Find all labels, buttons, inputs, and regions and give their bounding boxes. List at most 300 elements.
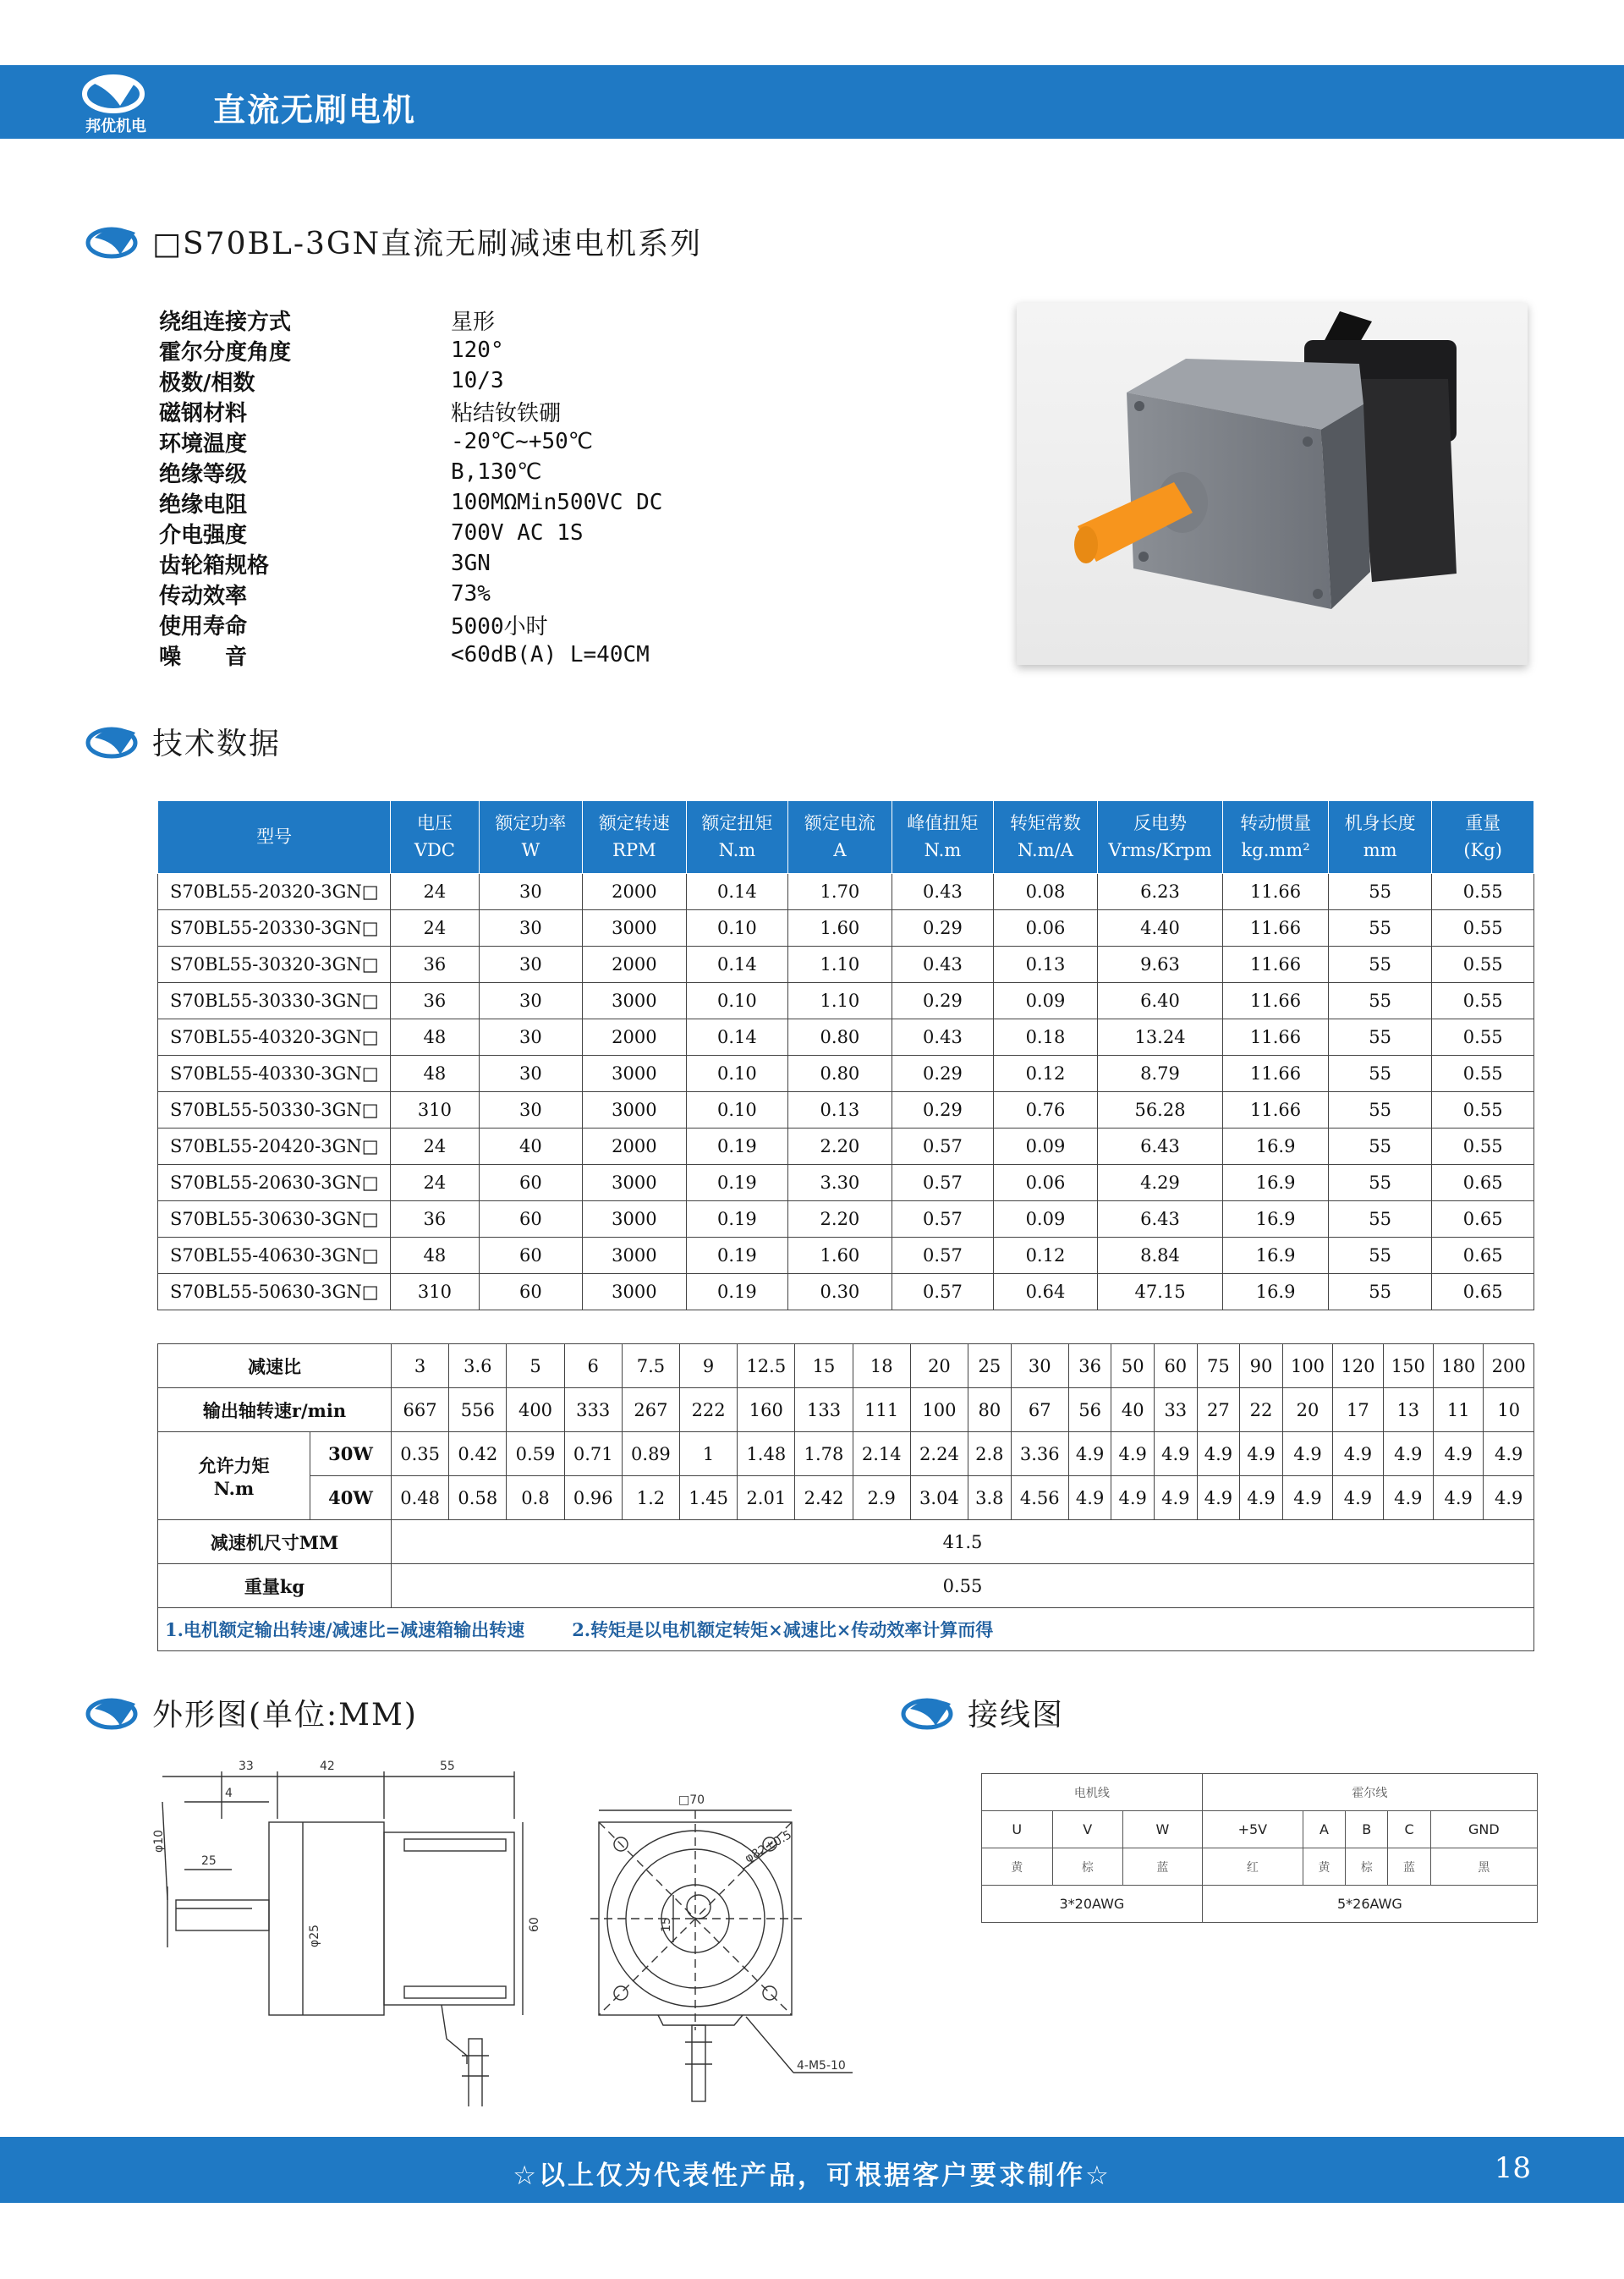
table-cell: 0.57 [892, 1274, 994, 1310]
w40-cell: 4.9 [1111, 1476, 1155, 1520]
table-cell: 2000 [583, 874, 687, 910]
table-cell: 0.06 [994, 910, 1098, 947]
table-cell: 0.29 [892, 1056, 994, 1092]
table-cell: 1.10 [788, 947, 892, 983]
dim-phi10: φ10 [152, 1829, 166, 1853]
table-row [158, 910, 1534, 947]
table-cell: 0.14 [686, 874, 788, 910]
table-cell: 60 [479, 1274, 583, 1310]
table-cell: S70BL55-20320-3GN□ [158, 874, 391, 910]
speeds-cell: 667 [392, 1388, 449, 1432]
table-cell: 36 [391, 1201, 479, 1238]
w40-cell: 4.9 [1240, 1476, 1283, 1520]
table-cell: 16.9 [1223, 1274, 1329, 1310]
column-header [158, 801, 391, 874]
table-cell: 6.43 [1097, 1201, 1223, 1238]
table-cell: 1.60 [788, 910, 892, 947]
speeds-cell: 11 [1434, 1388, 1484, 1432]
table-cell: 30 [479, 1092, 583, 1129]
w40-cell: 4.9 [1155, 1476, 1198, 1520]
table-cell: 0.76 [994, 1092, 1098, 1129]
table-cell: 55 [1328, 1019, 1432, 1056]
spec-row [159, 640, 662, 670]
spec-row [159, 548, 662, 579]
w30-cell: 4.9 [1111, 1432, 1155, 1476]
table-cell: 0.57 [892, 1129, 994, 1165]
table-cell: 30 [479, 910, 583, 947]
dim-phi25: φ25 [308, 1924, 321, 1947]
column-header-name: 重量 [1465, 813, 1501, 833]
table-cell: 11.66 [1223, 1056, 1329, 1092]
w30-cell: 4.9 [1240, 1432, 1283, 1476]
column-header-name: 电压 [416, 813, 453, 833]
table-cell: 36 [391, 983, 479, 1019]
ratios-cell: 3.6 [449, 1344, 507, 1388]
ratios-cell: 5 [507, 1344, 564, 1388]
dim-sq70: □70 [678, 1793, 705, 1807]
table-cell: 55 [1328, 1274, 1432, 1310]
ratios-cell: 25 [968, 1344, 1012, 1388]
table-cell: 48 [391, 1238, 479, 1274]
w30-cell: 0.35 [392, 1432, 449, 1476]
column-header [892, 801, 994, 874]
w30-cell: 2.24 [910, 1432, 968, 1476]
footer-slogan: ☆以上仅为代表性产品，可根据客户要求制作☆ [513, 2161, 1111, 2191]
motor-awg: 3*20AWG [982, 1886, 1203, 1923]
spec-row [159, 335, 662, 365]
ratios-cell: 150 [1383, 1344, 1433, 1388]
w30-cell: 0.89 [622, 1432, 679, 1476]
speeds-cell: 17 [1333, 1388, 1383, 1432]
column-header-name: 型号 [256, 826, 293, 847]
table-cell: S70BL55-50330-3GN□ [158, 1092, 391, 1129]
table-cell: 0.43 [892, 947, 994, 983]
weight-label: 重量kg [158, 1564, 392, 1608]
w30-cell: 4.9 [1197, 1432, 1240, 1476]
spec-value: 3GN [451, 551, 491, 576]
w40-cell: 0.96 [564, 1476, 622, 1520]
table-row [158, 1056, 1534, 1092]
table-cell: 16.9 [1223, 1238, 1329, 1274]
table-cell: 0.29 [892, 983, 994, 1019]
table-cell: 48 [391, 1019, 479, 1056]
table-cell: 3.30 [788, 1165, 892, 1201]
table-cell: 0.65 [1432, 1201, 1534, 1238]
spec-row [159, 487, 662, 518]
table-cell: 2000 [583, 1129, 687, 1165]
w30-cell: 4.9 [1155, 1432, 1198, 1476]
table-cell: 55 [1328, 1201, 1432, 1238]
w40-cell: 4.9 [1383, 1476, 1433, 1520]
spec-row [159, 396, 662, 426]
ratios-cell: 100 [1282, 1344, 1332, 1388]
w40-cell: 1.2 [622, 1476, 679, 1520]
column-header [391, 801, 479, 874]
column-header-unit: W [521, 839, 540, 860]
spec-key: 绝缘电阻 [159, 491, 248, 518]
table-cell: 0.13 [994, 947, 1098, 983]
table-cell: 0.10 [686, 983, 788, 1019]
table-cell: S70BL55-20420-3GN□ [158, 1129, 391, 1165]
column-header-unit: kg.mm² [1241, 839, 1310, 860]
spec-row [159, 426, 662, 457]
table-cell: 0.14 [686, 947, 788, 983]
size-value: 41.5 [392, 1520, 1534, 1564]
w30-label: 30W [310, 1432, 392, 1476]
wire-color: 黄 [1303, 1848, 1345, 1886]
wire-color: 红 [1202, 1848, 1303, 1886]
table-cell: 0.18 [994, 1019, 1098, 1056]
wire-pin: U [982, 1811, 1053, 1848]
page-number: 18 [1494, 2151, 1531, 2185]
table-cell: 0.29 [892, 910, 994, 947]
spec-value: 73% [451, 581, 491, 607]
column-header [583, 801, 687, 874]
w30-cell: 0.71 [564, 1432, 622, 1476]
column-header [788, 801, 892, 874]
speeds-cell: 10 [1484, 1388, 1534, 1432]
spec-key: 传动效率 [159, 583, 248, 609]
wire-pin: B [1346, 1811, 1388, 1848]
table-cell: 16.9 [1223, 1129, 1329, 1165]
spec-key: 磁钢材料 [159, 400, 248, 426]
table-cell: 310 [391, 1274, 479, 1310]
torque-label-line2: N.m [213, 1478, 255, 1499]
speeds-cell: 80 [968, 1388, 1012, 1432]
table-cell: 0.65 [1432, 1165, 1534, 1201]
column-header-unit: Vrms/Krpm [1108, 839, 1212, 860]
note-2: 2.转矩是以电机额定转矩×减速比×传动效率计算而得 [572, 1618, 994, 1640]
torque-label [158, 1432, 310, 1520]
table-row [158, 1274, 1534, 1310]
w30-cell: 1.48 [738, 1432, 795, 1476]
wire-pin: C [1388, 1811, 1430, 1848]
speeds-cell: 267 [622, 1388, 679, 1432]
w40-cell: 4.9 [1333, 1476, 1383, 1520]
table-cell: 48 [391, 1056, 479, 1092]
ratios-cell: 12.5 [738, 1344, 795, 1388]
column-header-name: 反电势 [1133, 813, 1188, 833]
table-cell: 0.09 [994, 1201, 1098, 1238]
brand-mark-icon [83, 1690, 144, 1734]
dim-55: 55 [440, 1760, 455, 1773]
wire-pin: W [1123, 1811, 1203, 1848]
wire-pin: A [1303, 1811, 1345, 1848]
table-cell: 0.57 [892, 1201, 994, 1238]
table-cell: 13.24 [1097, 1019, 1223, 1056]
ratios-cell: 15 [795, 1344, 853, 1388]
spec-value: 10/3 [451, 368, 504, 393]
table-cell: 0.19 [686, 1165, 788, 1201]
w40-cell: 2.42 [795, 1476, 853, 1520]
spec-value: 700V AC 1S [451, 520, 584, 546]
speeds-cell: 111 [853, 1388, 910, 1432]
w40-cell: 4.9 [1282, 1476, 1332, 1520]
column-header [1097, 801, 1223, 874]
w40-cell: 3.8 [968, 1476, 1012, 1520]
column-header-unit: N.m/A [1018, 839, 1073, 860]
wire-pin: V [1052, 1811, 1123, 1848]
spec-value: <60dB(A) L=40CM [451, 642, 650, 667]
column-header-unit: N.m [924, 839, 962, 860]
table-cell: 3000 [583, 1201, 687, 1238]
column-header [686, 801, 788, 874]
wiring-title: 接线图 [968, 1697, 1065, 1733]
table-cell: 2.20 [788, 1201, 892, 1238]
column-header [1223, 801, 1329, 874]
spec-key: 介电强度 [159, 522, 248, 548]
table-cell: 0.55 [1432, 947, 1534, 983]
outline-heading [83, 1687, 418, 1738]
w30-cell: 2.8 [968, 1432, 1012, 1476]
table-cell: 16.9 [1223, 1201, 1329, 1238]
ratios-cell: 18 [853, 1344, 910, 1388]
table-row [158, 1129, 1534, 1165]
w30-cell: 1 [680, 1432, 738, 1476]
table-cell: 1.70 [788, 874, 892, 910]
spec-value: 100MΩMin500VC DC [451, 490, 663, 515]
w30-cell: 4.9 [1383, 1432, 1433, 1476]
spec-row [159, 305, 662, 335]
ratios-cell: 36 [1068, 1344, 1111, 1388]
wiring-heading [898, 1687, 1064, 1738]
table-cell: 0.09 [994, 983, 1098, 1019]
series-heading [83, 216, 702, 266]
table-cell: 11.66 [1223, 874, 1329, 910]
table-cell: 55 [1328, 874, 1432, 910]
ratios-cell: 180 [1434, 1344, 1484, 1388]
w30-cell: 4.9 [1333, 1432, 1383, 1476]
table-cell: 55 [1328, 1092, 1432, 1129]
tech-heading [83, 716, 281, 766]
table-cell: 3000 [583, 1056, 687, 1092]
table-row [158, 1092, 1534, 1129]
table-cell: 0.65 [1432, 1238, 1534, 1274]
ratios-cell: 9 [680, 1344, 738, 1388]
table-row [158, 1165, 1534, 1201]
logo-text: 邦优机电 [85, 118, 146, 135]
column-header-unit: VDC [414, 839, 455, 860]
table-cell: 8.84 [1097, 1238, 1223, 1274]
torque-label-line1: 允许力矩 [198, 1455, 270, 1476]
table-cell: 47.15 [1097, 1274, 1223, 1310]
w40-cell: 4.56 [1011, 1476, 1068, 1520]
table-cell: 8.79 [1097, 1056, 1223, 1092]
table-cell: 60 [479, 1238, 583, 1274]
table-cell: 310 [391, 1092, 479, 1129]
wire-pin: +5V [1202, 1811, 1303, 1848]
speeds-cell: 27 [1197, 1388, 1240, 1432]
table-cell: 0.55 [1432, 910, 1534, 947]
series-title: □S70BL-3GN直流无刷减速电机系列 [152, 226, 703, 261]
dim-42: 42 [320, 1760, 335, 1773]
w30-cell: 4.9 [1068, 1432, 1111, 1476]
table-cell: S70BL55-40630-3GN□ [158, 1238, 391, 1274]
wire-color: 蓝 [1123, 1848, 1203, 1886]
table-cell: 30 [479, 874, 583, 910]
hall-awg: 5*26AWG [1202, 1886, 1537, 1923]
table-cell: 0.43 [892, 874, 994, 910]
speeds-cell: 40 [1111, 1388, 1155, 1432]
table-cell: 3000 [583, 983, 687, 1019]
table-cell: 0.10 [686, 1092, 788, 1129]
table-cell: 0.29 [892, 1092, 994, 1129]
table-cell: 0.08 [994, 874, 1098, 910]
table-cell: 0.55 [1432, 1092, 1534, 1129]
speeds-cell: 100 [910, 1388, 968, 1432]
w40-label: 40W [310, 1476, 392, 1520]
table-cell: 0.55 [1432, 1056, 1534, 1092]
column-header-name: 额定电流 [804, 813, 875, 833]
dim-4: 4 [225, 1787, 233, 1800]
table-cell: 0.55 [1432, 1129, 1534, 1165]
table-cell: 1.10 [788, 983, 892, 1019]
speeds-cell: 22 [1240, 1388, 1283, 1432]
table-cell: 0.57 [892, 1165, 994, 1201]
column-header [1328, 801, 1432, 874]
wire-color: 黄 [982, 1848, 1053, 1886]
wiring-table [981, 1773, 1538, 1923]
ratios-cell: 60 [1155, 1344, 1198, 1388]
column-header-unit: RPM [612, 839, 656, 860]
table-cell: S70BL55-30330-3GN□ [158, 983, 391, 1019]
table-cell: 3000 [583, 1238, 687, 1274]
spec-row [159, 609, 662, 640]
ratio-label: 减速比 [158, 1344, 392, 1388]
table-cell: 6.43 [1097, 1129, 1223, 1165]
spec-value: 粘结钕铁硼 [451, 400, 562, 426]
wire-color: 棕 [1346, 1848, 1388, 1886]
column-header [1432, 801, 1534, 874]
table-cell: S70BL55-30630-3GN□ [158, 1201, 391, 1238]
table-cell: 0.55 [1432, 874, 1534, 910]
w30-cell: 0.42 [449, 1432, 507, 1476]
spec-key: 霍尔分度角度 [159, 339, 292, 365]
table-cell: 1.60 [788, 1238, 892, 1274]
speeds-cell: 556 [449, 1388, 507, 1432]
table-cell: 55 [1328, 910, 1432, 947]
table-cell: 0.13 [788, 1092, 892, 1129]
table-cell: 2.20 [788, 1129, 892, 1165]
table-cell: 0.09 [994, 1129, 1098, 1165]
table-cell: 0.65 [1432, 1274, 1534, 1310]
ratios-cell: 90 [1240, 1344, 1283, 1388]
table-cell: 30 [479, 1056, 583, 1092]
note-1: 1.电机额定输出转速/减速比=减速箱输出转速 [165, 1618, 525, 1640]
column-header-unit: A [833, 839, 847, 860]
column-header-unit: (Kg) [1463, 839, 1502, 860]
wire-color: 黑 [1430, 1848, 1537, 1886]
w40-cell: 4.9 [1068, 1476, 1111, 1520]
table-cell: 11.66 [1223, 910, 1329, 947]
spec-value: 星形 [451, 309, 496, 335]
ratios-cell: 20 [910, 1344, 968, 1388]
table-cell: 0.14 [686, 1019, 788, 1056]
spec-key: 噪 音 [159, 644, 248, 670]
ratios-cell: 7.5 [622, 1344, 679, 1388]
brand-mark-icon [83, 719, 144, 763]
w30-cell: 4.9 [1484, 1432, 1534, 1476]
table-cell: 6.40 [1097, 983, 1223, 1019]
dim-phi82: φ82±0.5 [743, 1828, 794, 1866]
table-cell: 0.19 [686, 1238, 788, 1274]
column-header-name: 额定扭矩 [701, 813, 773, 833]
table-cell: 55 [1328, 1238, 1432, 1274]
column-header-name: 峰值扭矩 [907, 813, 979, 833]
table-cell: 4.40 [1097, 910, 1223, 947]
speeds-cell: 160 [738, 1388, 795, 1432]
table-cell: 0.30 [788, 1274, 892, 1310]
brand-mark-icon [898, 1690, 959, 1734]
outline-title: 外形图(单位:MM) [152, 1697, 418, 1733]
column-header-name: 额定功率 [495, 813, 567, 833]
wire-color: 棕 [1052, 1848, 1123, 1886]
page-title: 直流无刷电机 [213, 91, 417, 129]
table-cell: 30 [479, 983, 583, 1019]
table-cell: S70BL55-30320-3GN□ [158, 947, 391, 983]
table-cell: 0.43 [892, 1019, 994, 1056]
table-cell: 0.06 [994, 1165, 1098, 1201]
spec-row [159, 365, 662, 396]
table-cell: 56.28 [1097, 1092, 1223, 1129]
table-row [158, 1201, 1534, 1238]
table-cell: 0.10 [686, 910, 788, 947]
w30-cell: 4.9 [1282, 1432, 1332, 1476]
motor-group-label: 电机线 [982, 1774, 1203, 1811]
table-cell: 30 [479, 1019, 583, 1056]
table-cell: 0.12 [994, 1238, 1098, 1274]
table-cell: 11.66 [1223, 983, 1329, 1019]
table-cell: 55 [1328, 983, 1432, 1019]
table-cell: 3000 [583, 1274, 687, 1310]
spec-list [159, 305, 662, 670]
speeds-cell: 67 [1011, 1388, 1068, 1432]
w40-cell: 0.48 [392, 1476, 449, 1520]
table-cell: 0.19 [686, 1274, 788, 1310]
table-cell: 24 [391, 910, 479, 947]
table-cell: 3000 [583, 1092, 687, 1129]
table-cell: 0.10 [686, 1056, 788, 1092]
ratios-cell: 30 [1011, 1344, 1068, 1388]
table-row [158, 1238, 1534, 1274]
spec-value: 120° [451, 338, 504, 363]
w30-cell: 3.36 [1011, 1432, 1068, 1476]
table-cell: 2000 [583, 1019, 687, 1056]
table-cell: 0.55 [1432, 983, 1534, 1019]
table-cell: 55 [1328, 1165, 1432, 1201]
footer-band [0, 2137, 1624, 2203]
table-cell: 0.19 [686, 1201, 788, 1238]
dim-33: 33 [239, 1760, 254, 1773]
table-cell: 0.19 [686, 1129, 788, 1165]
tech-data-table [157, 800, 1534, 1310]
table-cell: 36 [391, 947, 479, 983]
ratios-cell: 200 [1484, 1344, 1534, 1388]
table-cell: 11.66 [1223, 947, 1329, 983]
column-header-name: 额定转速 [598, 813, 670, 833]
table-cell: 55 [1328, 1129, 1432, 1165]
column-header-name: 转动惯量 [1240, 813, 1312, 833]
company-logo [69, 69, 162, 136]
table-row [158, 1019, 1534, 1056]
dim-60: 60 [528, 1917, 541, 1932]
speeds-cell: 33 [1155, 1388, 1198, 1432]
ratios-cell: 75 [1197, 1344, 1240, 1388]
speeds-cell: 400 [507, 1388, 564, 1432]
table-row [158, 983, 1534, 1019]
w40-cell: 3.04 [910, 1476, 968, 1520]
column-header-unit: mm [1363, 839, 1397, 860]
